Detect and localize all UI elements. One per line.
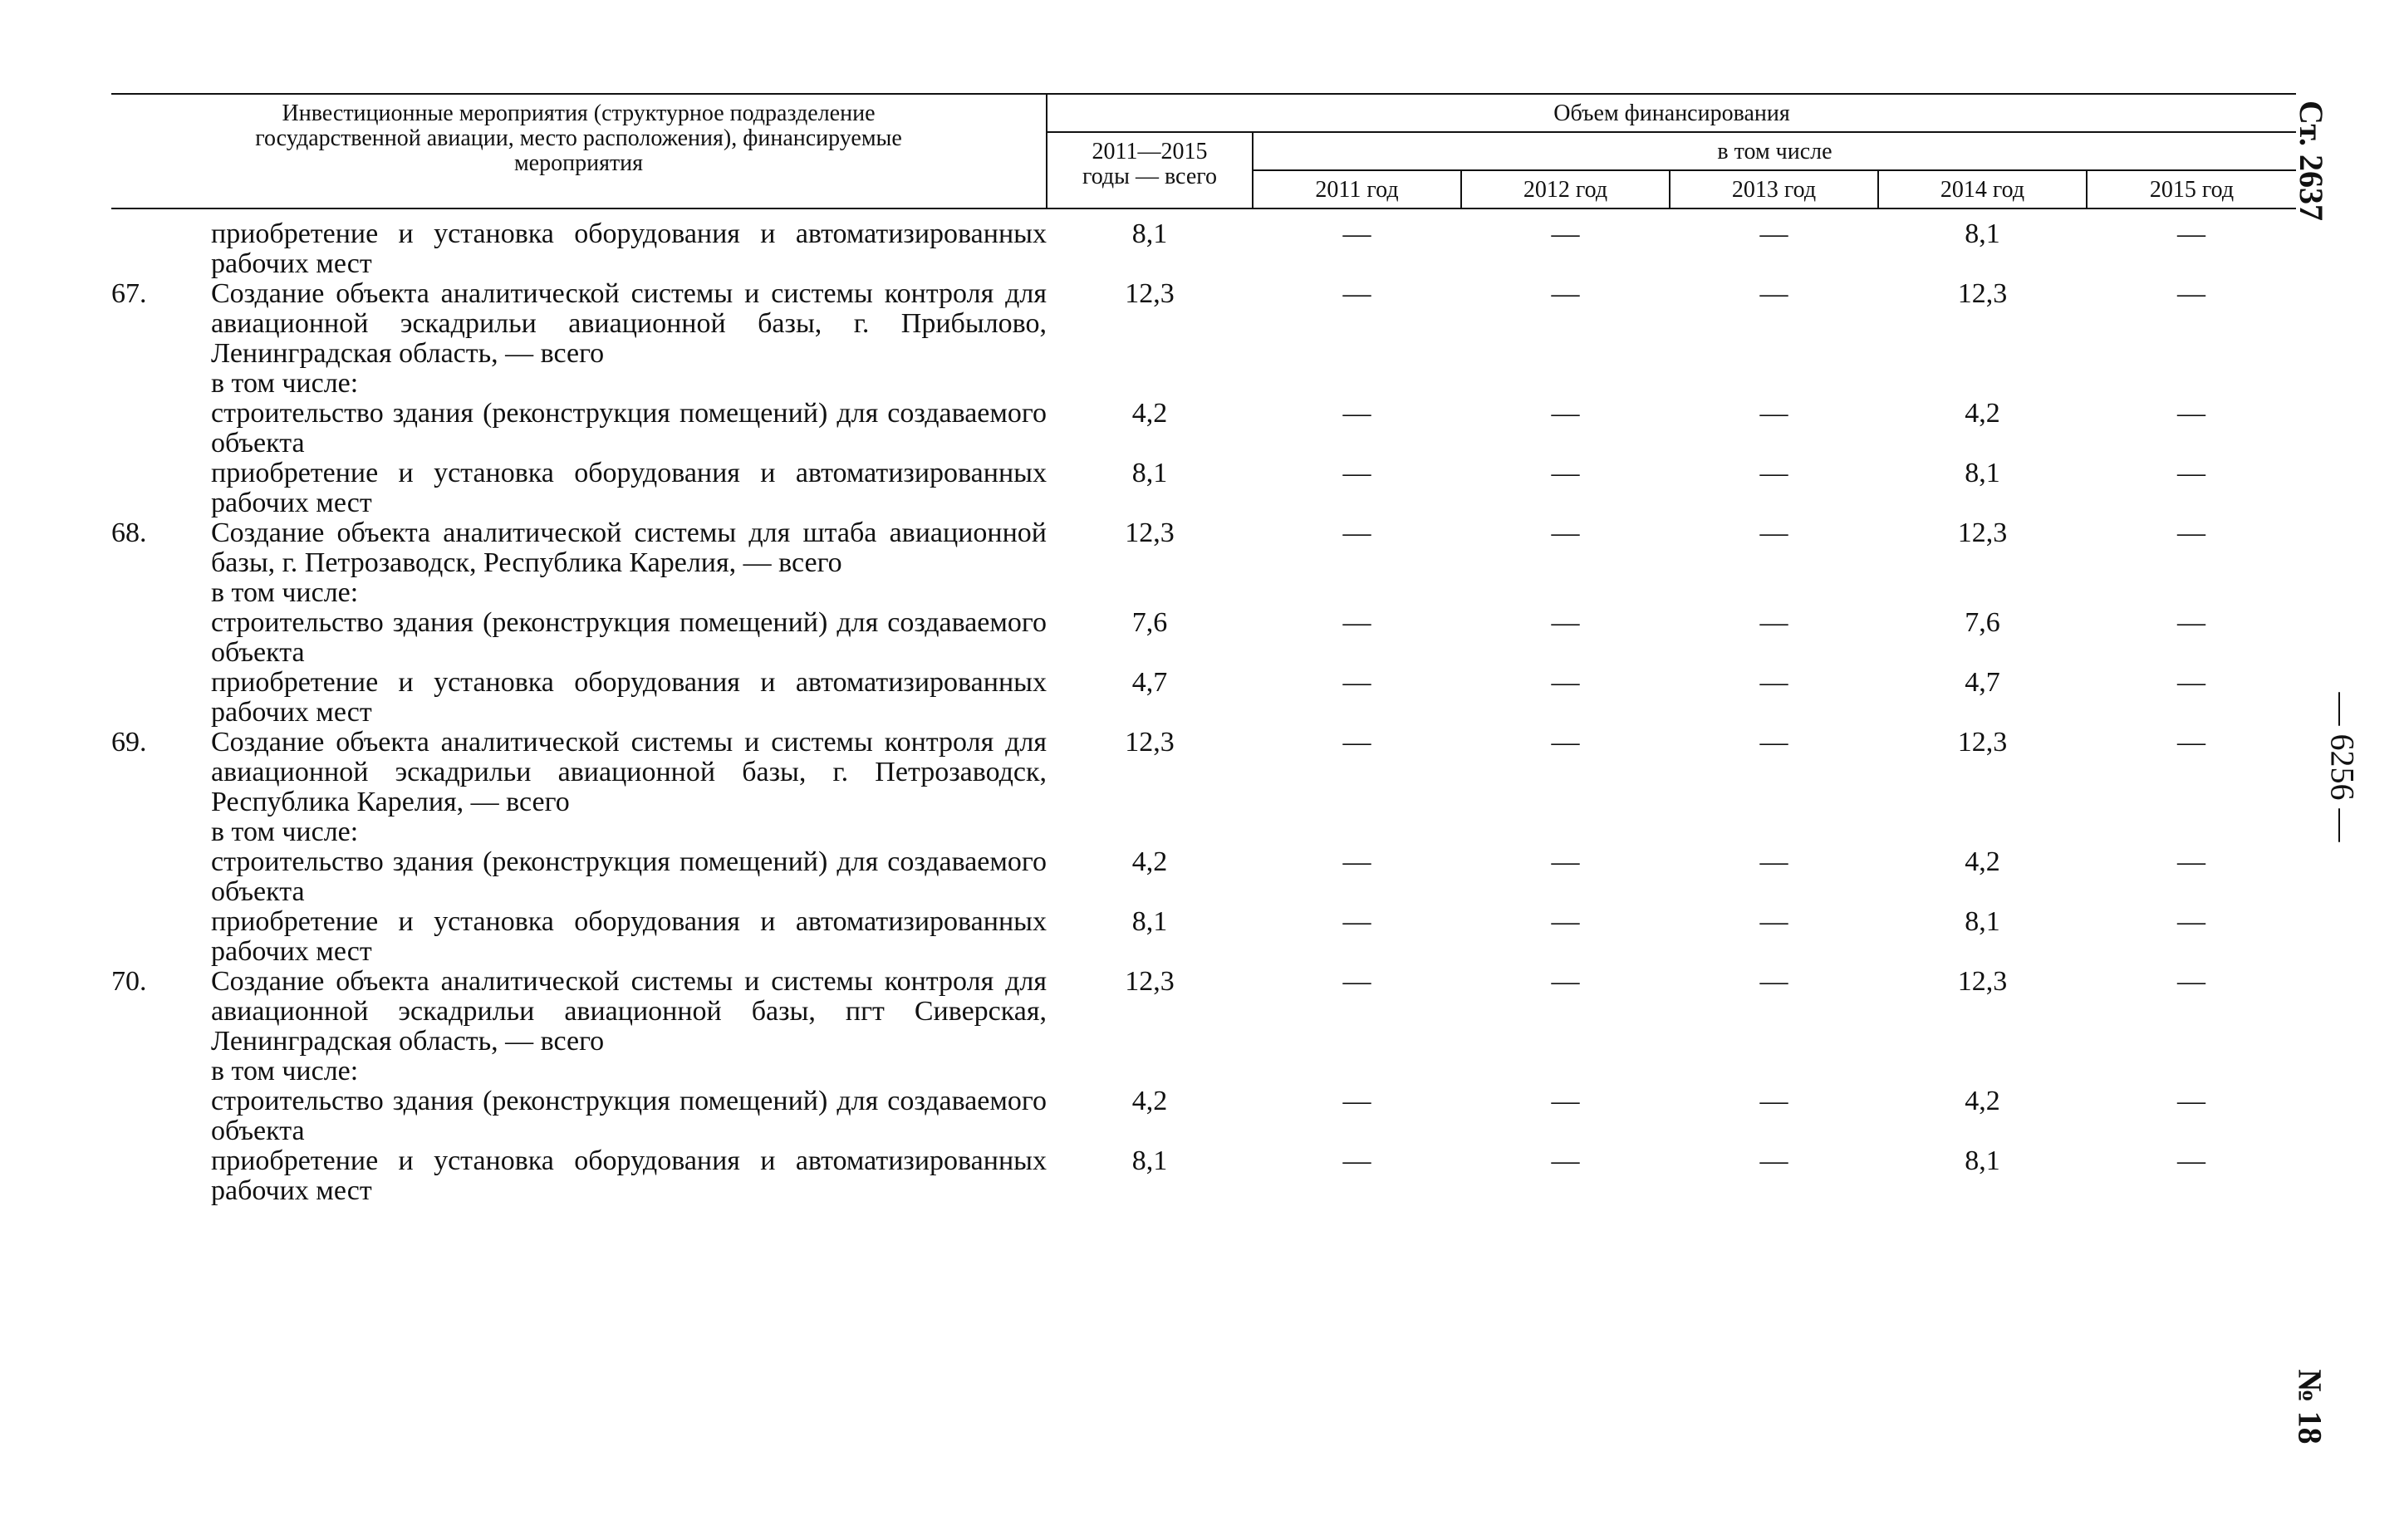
item-number: 67.	[111, 278, 147, 309]
year-2012-cell: —	[1551, 398, 1580, 429]
item-description: Создание объекта аналитической системы и системы контроля для авиационной эскадрильи авиационной базы, г. Прибылово, Ленинградская область, — всего	[211, 278, 1047, 369]
total-cell: 8,1	[1131, 1145, 1168, 1176]
item-description: приобретение и установка оборудования и автоматизированных рабочих мест	[211, 906, 1047, 967]
year-2015-cell: —	[2177, 458, 2205, 488]
year-2012-cell: —	[1551, 1086, 1580, 1116]
total-cell: 8,1	[1131, 906, 1168, 937]
year-2014-cell: 8,1	[1965, 906, 2000, 937]
year-2015-cell: —	[2177, 218, 2205, 249]
item-description: Создание объекта аналитической системы и системы контроля для авиационной эскадрильи авиационной базы, пгт Сиверская, Ленинградская область, — всего	[211, 966, 1047, 1057]
item-number	[111, 1146, 211, 1206]
header-funding: Объем финансирования	[1047, 94, 2296, 132]
year-2011-cell: —	[1342, 398, 1371, 429]
year-2011-cell: —	[1342, 218, 1371, 249]
table-row	[111, 279, 2296, 369]
item-number	[111, 578, 211, 608]
year-2012-cell: —	[1551, 727, 1580, 758]
year-2013-cell: —	[1759, 727, 1788, 758]
item-description: строительство здания (реконструкция помещений) для создаваемого объекта	[211, 607, 1047, 668]
table-body	[111, 208, 2296, 1206]
total-cell: 4,7	[1131, 667, 1168, 698]
table-row	[111, 399, 2296, 459]
item-number	[111, 1057, 211, 1086]
item-number	[111, 847, 211, 907]
year-2011-cell: —	[1342, 517, 1371, 548]
item-number	[111, 1086, 211, 1146]
year-2015-cell: —	[2177, 278, 2205, 309]
year-2014-cell: 8,1	[1965, 458, 2000, 488]
year-2015-cell: —	[2177, 398, 2205, 429]
table-row	[111, 728, 2296, 817]
year-2013-cell: —	[1759, 1145, 1788, 1176]
year-2011-cell: —	[1342, 727, 1371, 758]
year-2011-cell: —	[1342, 966, 1371, 997]
year-2012-cell	[1461, 369, 1670, 399]
header-year: 2012 год	[1461, 170, 1670, 208]
year-2014-cell: 12,3	[1957, 278, 2008, 309]
header-year: 2015 год	[2087, 170, 2296, 208]
year-2013-cell: —	[1759, 398, 1788, 429]
total-cell: 12,3	[1125, 278, 1175, 309]
year-2014-cell: 12,3	[1957, 517, 2008, 548]
item-number	[111, 907, 211, 967]
total-cell: 12,3	[1125, 517, 1175, 548]
item-description: строительство здания (реконструкция помещений) для создаваемого объекта	[211, 846, 1047, 907]
year-2012-cell: —	[1551, 607, 1580, 638]
year-2013-cell: —	[1759, 278, 1788, 309]
table-row	[111, 518, 2296, 578]
item-description: в том числе:	[211, 1056, 359, 1086]
table-row	[111, 459, 2296, 518]
year-2013-cell	[1670, 578, 1878, 608]
year-2011-cell	[1253, 369, 1461, 399]
year-2014-cell: 4,7	[1965, 667, 2000, 698]
table-row	[111, 907, 2296, 967]
table-row	[111, 967, 2296, 1057]
year-2011-cell: —	[1342, 1145, 1371, 1176]
item-number	[111, 817, 211, 847]
item-description: приобретение и установка оборудования и автоматизированных рабочих мест	[211, 1145, 1047, 1206]
year-2015-cell	[2087, 369, 2296, 399]
year-2012-cell: —	[1551, 278, 1580, 309]
header-year: 2014 год	[1878, 170, 2087, 208]
year-2012-cell	[1461, 817, 1670, 847]
total-cell: 4,2	[1131, 398, 1168, 429]
year-2011-cell	[1253, 1057, 1461, 1086]
year-2015-cell: —	[2177, 846, 2205, 877]
year-2014-cell: 4,2	[1965, 846, 2000, 877]
year-2013-cell	[1670, 369, 1878, 399]
item-description: в том числе:	[211, 368, 359, 399]
header-year: 2011 год	[1253, 170, 1461, 208]
item-description: приобретение и установка оборудования и автоматизированных рабочих мест	[211, 218, 1047, 279]
total-cell	[1047, 578, 1253, 608]
year-2011-cell: —	[1342, 667, 1371, 698]
year-2012-cell: —	[1551, 1145, 1580, 1176]
year-2015-cell: —	[2177, 966, 2205, 997]
margin-page-number: — 6256 —	[2323, 692, 2362, 842]
item-description: в том числе:	[211, 817, 359, 847]
header-year: 2013 год	[1670, 170, 1878, 208]
item-description: приобретение и установка оборудования и автоматизированных рабочих мест	[211, 458, 1047, 518]
item-number	[111, 459, 211, 518]
year-2011-cell: —	[1342, 906, 1371, 937]
year-2012-cell: —	[1551, 966, 1580, 997]
year-2011-cell: —	[1342, 278, 1371, 309]
item-number: 68.	[111, 517, 147, 548]
year-2014-cell: 12,3	[1957, 727, 2008, 758]
year-2015-cell: —	[2177, 607, 2205, 638]
year-2012-cell: —	[1551, 667, 1580, 698]
item-description: Создание объекта аналитической системы для штаба авиационной базы, г. Петрозаводск, Республика Карелия, — всего	[211, 517, 1047, 578]
item-description: в том числе:	[211, 577, 359, 608]
year-2013-cell: —	[1759, 218, 1788, 249]
table-row	[111, 578, 2296, 608]
table-row	[111, 817, 2296, 847]
year-2015-cell	[2087, 578, 2296, 608]
year-2013-cell: —	[1759, 517, 1788, 548]
total-cell: 8,1	[1131, 458, 1168, 488]
year-2014-cell	[1878, 369, 2087, 399]
total-cell	[1047, 817, 1253, 847]
year-2014-cell: 4,2	[1965, 1086, 2000, 1116]
financing-table	[111, 93, 2296, 1206]
year-2013-cell: —	[1759, 906, 1788, 937]
header-total: 2011—2015 годы — всего	[1047, 132, 1253, 208]
year-2012-cell: —	[1551, 218, 1580, 249]
year-2013-cell: —	[1759, 966, 1788, 997]
margin-article-number: Ст. 2637	[2293, 101, 2330, 221]
table-row	[111, 1146, 2296, 1206]
year-2014-cell: 8,1	[1965, 1145, 2000, 1176]
year-2015-cell: —	[2177, 517, 2205, 548]
year-2013-cell	[1670, 817, 1878, 847]
year-2011-cell	[1253, 578, 1461, 608]
year-2011-cell	[1253, 817, 1461, 847]
total-cell	[1047, 1057, 1253, 1086]
item-description: строительство здания (реконструкция помещений) для создаваемого объекта	[211, 1086, 1047, 1146]
year-2011-cell: —	[1342, 458, 1371, 488]
year-2011-cell: —	[1342, 846, 1371, 877]
header-including: в том числе	[1253, 132, 2296, 170]
year-2012-cell: —	[1551, 906, 1580, 937]
total-cell: 4,2	[1131, 846, 1168, 877]
year-2014-cell	[1878, 1057, 2087, 1086]
year-2015-cell: —	[2177, 1145, 2205, 1176]
year-2012-cell	[1461, 1057, 1670, 1086]
margin-issue-number: № 18	[2291, 1369, 2329, 1444]
item-number: 70.	[111, 966, 147, 997]
year-2014-cell: 8,1	[1965, 218, 2000, 249]
table-row	[111, 668, 2296, 728]
year-2012-cell	[1461, 578, 1670, 608]
year-2015-cell: —	[2177, 667, 2205, 698]
item-number	[111, 608, 211, 668]
year-2013-cell: —	[1759, 607, 1788, 638]
year-2013-cell: —	[1759, 667, 1788, 698]
year-2012-cell: —	[1551, 458, 1580, 488]
year-2015-cell: —	[2177, 906, 2205, 937]
header-measures: Инвестиционные мероприятия (структурное подразделение государственной авиации, место расположения), финансируемые мероприятия	[111, 94, 1047, 208]
year-2013-cell	[1670, 1057, 1878, 1086]
year-2015-cell	[2087, 1057, 2296, 1086]
total-cell: 7,6	[1131, 607, 1168, 638]
year-2013-cell: —	[1759, 846, 1788, 877]
total-cell: 8,1	[1131, 218, 1168, 249]
year-2014-cell	[1878, 817, 2087, 847]
year-2014-cell: 12,3	[1957, 966, 2008, 997]
item-number	[111, 668, 211, 728]
total-cell: 4,2	[1131, 1086, 1168, 1116]
year-2015-cell: —	[2177, 1086, 2205, 1116]
year-2011-cell: —	[1342, 607, 1371, 638]
table-row	[111, 847, 2296, 907]
item-number	[111, 369, 211, 399]
year-2013-cell: —	[1759, 1086, 1788, 1116]
table-row	[111, 219, 2296, 279]
year-2015-cell	[2087, 817, 2296, 847]
table-row	[111, 369, 2296, 399]
year-2014-cell: 7,6	[1965, 607, 2000, 638]
year-2014-cell: 4,2	[1965, 398, 2000, 429]
total-cell	[1047, 369, 1253, 399]
item-number: 69.	[111, 727, 147, 758]
year-2011-cell: —	[1342, 1086, 1371, 1116]
year-2015-cell: —	[2177, 727, 2205, 758]
year-2012-cell: —	[1551, 846, 1580, 877]
year-2012-cell: —	[1551, 517, 1580, 548]
table-header	[111, 94, 2296, 208]
item-description: строительство здания (реконструкция помещений) для создаваемого объекта	[211, 398, 1047, 459]
total-cell: 12,3	[1125, 727, 1175, 758]
item-number	[111, 219, 211, 279]
table-row	[111, 1086, 2296, 1146]
item-number	[111, 399, 211, 459]
year-2013-cell: —	[1759, 458, 1788, 488]
item-description: Создание объекта аналитической системы и системы контроля для авиационной эскадрильи авиационной базы, г. Петрозаводск, Республика Карелия, — всего	[211, 727, 1047, 817]
year-2014-cell	[1878, 578, 2087, 608]
total-cell: 12,3	[1125, 966, 1175, 997]
table-row	[111, 1057, 2296, 1086]
table-row	[111, 608, 2296, 668]
item-description: приобретение и установка оборудования и автоматизированных рабочих мест	[211, 667, 1047, 728]
